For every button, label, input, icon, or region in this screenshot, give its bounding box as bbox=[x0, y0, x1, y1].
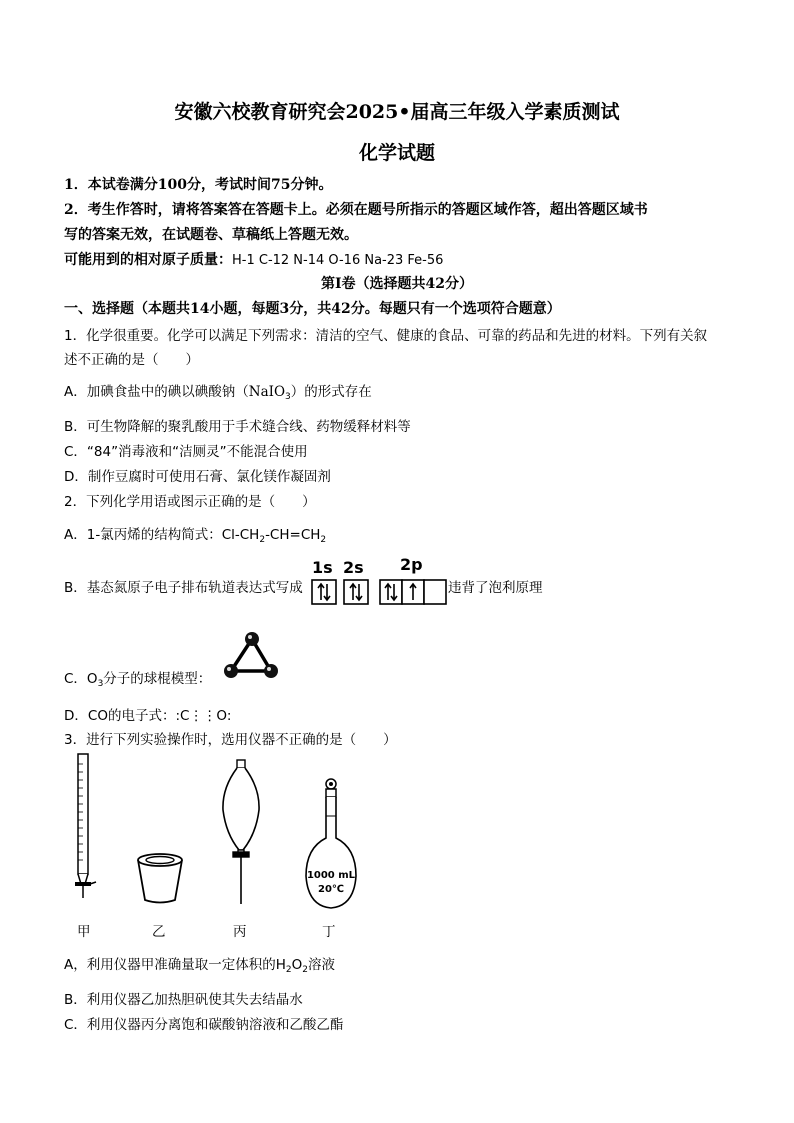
q2-a-sub1: 2 bbox=[259, 535, 266, 545]
q3-a-sub1: 2 bbox=[285, 965, 292, 975]
page-title: 安徽六校教育研究会2025•届高三年级入学素质测试 bbox=[174, 101, 620, 123]
q2-a-sub2: 2 bbox=[320, 535, 327, 545]
orbital-label-2p: 2p bbox=[400, 555, 423, 574]
q2-a-text: A．1-氯丙烯的结构简式：Cl-CH bbox=[64, 527, 260, 543]
orbital-boxes-2p bbox=[380, 580, 446, 604]
q2-c-text: C．O bbox=[64, 671, 98, 687]
q1-stem-line1: 1．化学很重要。化学可以满足下列需求：清洁的空气、健康的食品、可靠的药品和先进的材料。下列有关叙 bbox=[64, 328, 708, 344]
q2-option-c bbox=[64, 667, 211, 689]
q2-c-post: 分子的球棍模型： bbox=[103, 671, 212, 687]
instruction-3: 写的答案无效，在试题卷、草稿纸上答题无效。 bbox=[64, 227, 358, 243]
orbital-label-1s: 1s bbox=[312, 558, 333, 577]
label-jia: 甲 bbox=[77, 924, 91, 940]
section-title: 一、选择题（本题共14小题，每题3分，共42分。每题只有一个选项符合题意） bbox=[64, 301, 561, 317]
q2-option-b-text: B．基态氮原子电子排布轨道表达式写成 bbox=[64, 580, 303, 596]
q3-a-text: A，利用仪器甲准确量取一定体积的H bbox=[64, 957, 286, 973]
o3-ball-stick-model bbox=[222, 630, 280, 682]
q3-a-sub2: 2 bbox=[302, 965, 308, 975]
q2-d-text: D．CO的电子式： bbox=[64, 708, 176, 724]
q3-option-c: C．利用仪器丙分离饱和碳酸钠溶液和乙酸乙酯 bbox=[64, 1017, 344, 1033]
q2-c-sub: 3 bbox=[97, 679, 104, 689]
separatory-funnel-apparatus bbox=[218, 758, 264, 908]
q2-d-formula: :C⋮⋮O: bbox=[175, 708, 232, 724]
atomic-masses bbox=[64, 249, 443, 269]
instruction-1: 1．本试卷满分100分，考试时间75分钟。 bbox=[64, 177, 333, 193]
q1-option-a bbox=[64, 380, 372, 402]
q2-option-b-suffix: 违背了泡利原理 bbox=[448, 580, 543, 596]
orbital-diagram bbox=[310, 578, 450, 606]
q1-option-d: D．制作豆腐时可使用石膏、氯化镁作凝固剂 bbox=[64, 469, 331, 485]
orbital-box-2s bbox=[344, 580, 368, 604]
q1-a-post: ）的形式存在 bbox=[290, 384, 372, 400]
burette-apparatus bbox=[70, 752, 100, 902]
q3-stem: 3．进行下列实验操作时，选用仪器不正确的是（ ） bbox=[64, 732, 397, 748]
q1-option-b: B．可生物降解的聚乳酸用于手术缝合线、药物缓释材料等 bbox=[64, 419, 411, 435]
q1-option-c: C．“84”消毒液和“洁厕灵”不能混合使用 bbox=[64, 444, 308, 460]
atomic-masses-values: H-1 C-12 N-14 O-16 Na-23 Fe-56 bbox=[232, 253, 444, 268]
crucible-apparatus bbox=[135, 852, 185, 906]
flask-temp-label: 20℃ bbox=[317, 884, 345, 895]
label-bing: 丙 bbox=[233, 924, 247, 940]
label-yi: 乙 bbox=[152, 924, 166, 940]
q1-a-sub: 3 bbox=[285, 392, 291, 402]
orbital-label-2s: 2s bbox=[343, 558, 364, 577]
instruction-2: 2．考生作答时，请将答案答在答题卡上。必须在题号所指示的答题区域作答，超出答题区域书 bbox=[64, 202, 648, 218]
flask-volume-label: 1000 mL bbox=[306, 870, 356, 881]
atomic-masses-label: 可能用到的相对原子质量： bbox=[64, 252, 232, 268]
label-ding: 丁 bbox=[322, 924, 336, 940]
q3-option-b: B．利用仪器乙加热胆矾使其失去结晶水 bbox=[64, 992, 303, 1008]
q3-a-mid: O bbox=[291, 957, 303, 973]
q1-stem-line2: 述不正确的是（ ） bbox=[64, 352, 199, 368]
orbital-box-1s bbox=[312, 580, 336, 604]
q2-option-a bbox=[64, 523, 326, 545]
q2-option-d bbox=[64, 704, 231, 724]
page-subtitle: 化学试题 bbox=[358, 142, 435, 164]
q3-option-a bbox=[64, 953, 335, 975]
q3-a-post: 溶液 bbox=[308, 957, 335, 973]
q2-stem: 2．下列化学用语或图示正确的是（ ） bbox=[64, 494, 316, 510]
q1-a-text: A．加碘食盐中的碘以碘酸钠（ bbox=[64, 384, 249, 400]
q2-a-mid: -CH=CH bbox=[265, 527, 321, 543]
q1-a-formula: NaIO bbox=[248, 384, 286, 400]
part1-title: 第Ⅰ卷（选择题共42分） bbox=[320, 276, 474, 292]
